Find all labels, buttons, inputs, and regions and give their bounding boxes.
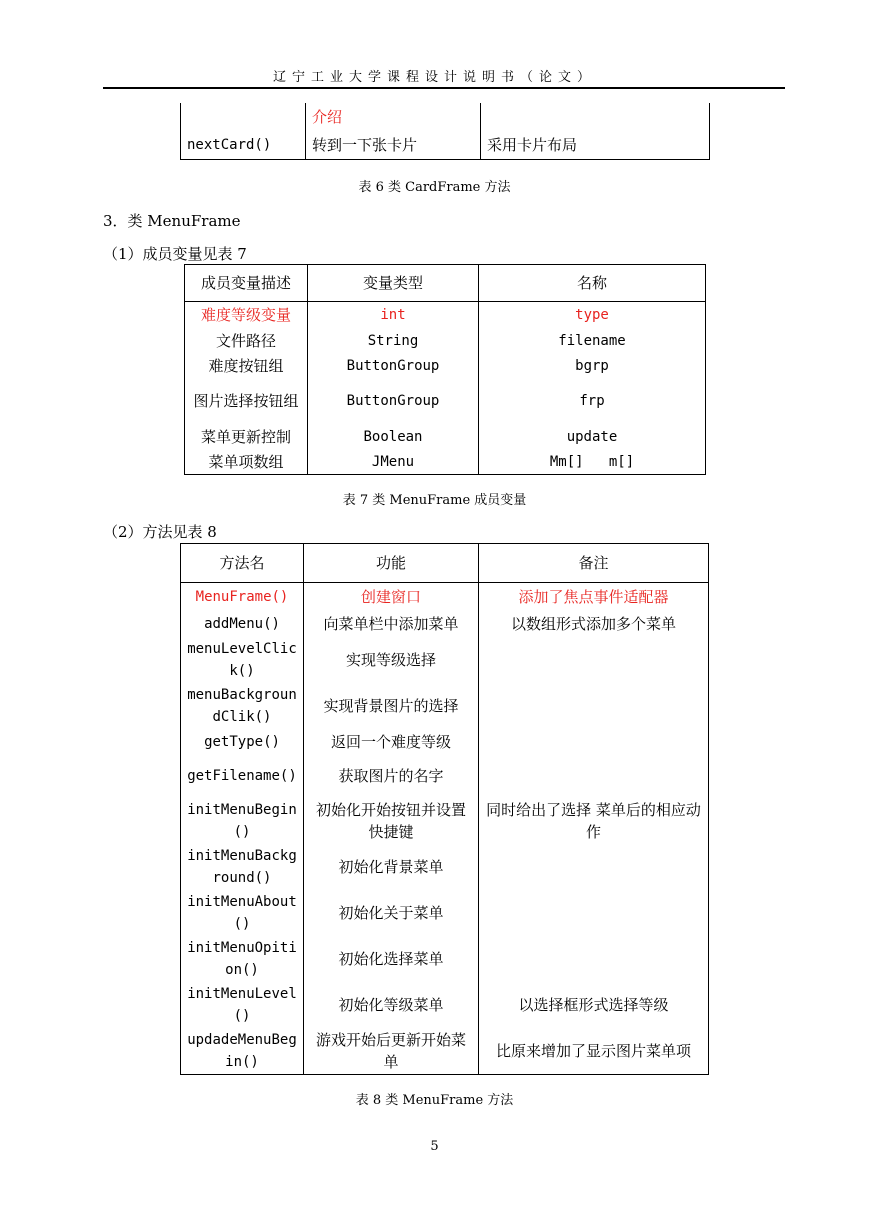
table-cell: filename xyxy=(479,328,706,353)
table-6-caption: 表 6 类 CardFrame 方法 xyxy=(358,180,511,195)
table-cell: 比原来增加了显示图片菜单项 xyxy=(479,1028,709,1075)
table-cell: 以选择框形式选择等级 xyxy=(479,982,709,1028)
table-cell: 向菜单栏中添加菜单 xyxy=(304,611,479,637)
table-cell: MenuFrame() xyxy=(181,583,304,612)
table-cell: initMenuBackground() xyxy=(181,844,304,890)
table-row xyxy=(181,982,709,1028)
table-cell: bgrp xyxy=(479,353,706,378)
table-cell: 初始化选择菜单 xyxy=(304,936,479,982)
table-7-menuframe-members xyxy=(184,264,706,475)
table-row xyxy=(181,611,709,637)
page-number: 5 xyxy=(430,1139,439,1154)
table-cell: initMenuLevel() xyxy=(181,982,304,1028)
table-row xyxy=(181,583,709,612)
table-cell: initMenuAbout() xyxy=(181,890,304,936)
table-cell: nextCard() xyxy=(181,131,306,160)
table-cell: 初始化开始按钮并设置快捷键 xyxy=(304,798,479,844)
table-row xyxy=(181,936,709,982)
table-6-cardframe-methods xyxy=(180,103,710,160)
table-cell: menuBackgroundClik() xyxy=(181,683,304,729)
table-row xyxy=(185,424,706,449)
table-cell: 难度按钮组 xyxy=(185,353,308,378)
column-header: 方法名 xyxy=(181,544,304,583)
table-cell xyxy=(479,729,709,754)
table-cell: 添加了焦点事件适配器 xyxy=(479,583,709,612)
section-3-heading: 3．类 MenuFrame xyxy=(103,212,241,230)
table-cell: 图片选择按钮组 xyxy=(185,378,308,424)
table-cell: frp xyxy=(479,378,706,424)
table-cell: initMenuBegin() xyxy=(181,798,304,844)
column-header: 成员变量描述 xyxy=(185,265,308,302)
column-header: 功能 xyxy=(304,544,479,583)
table-header-row xyxy=(181,544,709,583)
table-cell: getFilename() xyxy=(181,754,304,798)
table-row xyxy=(181,1028,709,1075)
table-cell xyxy=(479,936,709,982)
table-cell: 初始化关于菜单 xyxy=(304,890,479,936)
table-cell: 初始化等级菜单 xyxy=(304,982,479,1028)
table-cell: addMenu() xyxy=(181,611,304,637)
table-cell: 返回一个难度等级 xyxy=(304,729,479,754)
column-header: 变量类型 xyxy=(308,265,479,302)
table-cell: JMenu xyxy=(308,449,479,475)
table-row xyxy=(185,328,706,353)
table-row xyxy=(181,754,709,798)
table-cell: 以数组形式添加多个菜单 xyxy=(479,611,709,637)
table-cell: 创建窗口 xyxy=(304,583,479,612)
table-cell: initMenuOpition() xyxy=(181,936,304,982)
table-row xyxy=(181,683,709,729)
table-cell: 菜单项数组 xyxy=(185,449,308,475)
table-cell xyxy=(181,103,306,131)
table-cell: update xyxy=(479,424,706,449)
table-8-menuframe-methods xyxy=(180,543,709,1075)
table-cell: 同时给出了选择 菜单后的相应动作 xyxy=(479,798,709,844)
table-row xyxy=(185,353,706,378)
table-cell: Mm[] m[] xyxy=(479,449,706,475)
table-cell: 实现背景图片的选择 xyxy=(304,683,479,729)
table-cell xyxy=(479,683,709,729)
table-cell: 初始化背景菜单 xyxy=(304,844,479,890)
subsection-1-heading: （1）成员变量见表 7 xyxy=(103,245,247,263)
table-cell: 实现等级选择 xyxy=(304,637,479,683)
table-row xyxy=(185,302,706,329)
table-cell: 菜单更新控制 xyxy=(185,424,308,449)
table-row xyxy=(181,844,709,890)
table-cell: 采用卡片布局 xyxy=(481,131,710,160)
table-cell: ButtonGroup xyxy=(308,378,479,424)
table-cell: 转到一下张卡片 xyxy=(306,131,481,160)
table-7-caption: 表 7 类 MenuFrame 成员变量 xyxy=(342,493,527,508)
table-cell: type xyxy=(479,302,706,329)
header-rule xyxy=(103,87,785,89)
table-cell: 介绍 xyxy=(306,103,481,131)
table-row xyxy=(185,449,706,475)
table-header-row xyxy=(185,265,706,302)
table-cell: 获取图片的名字 xyxy=(304,754,479,798)
table-cell xyxy=(479,637,709,683)
table-row xyxy=(181,890,709,936)
table-row xyxy=(181,729,709,754)
table-row xyxy=(181,637,709,683)
table-cell: int xyxy=(308,302,479,329)
column-header: 名称 xyxy=(479,265,706,302)
table-8-caption: 表 8 类 MenuFrame 方法 xyxy=(355,1093,514,1108)
subsection-2-heading: （2）方法见表 8 xyxy=(103,523,217,541)
table-cell xyxy=(481,103,710,131)
table-cell: 游戏开始后更新开始菜单 xyxy=(304,1028,479,1075)
column-header: 备注 xyxy=(479,544,709,583)
table-cell: getType() xyxy=(181,729,304,754)
document-header: 辽宁工业大学课程设计说明书（论文） xyxy=(272,70,596,85)
table-row xyxy=(181,103,710,131)
table-row xyxy=(185,378,706,424)
table-cell xyxy=(479,890,709,936)
table-row xyxy=(181,798,709,844)
table-cell: ButtonGroup xyxy=(308,353,479,378)
table-cell: String xyxy=(308,328,479,353)
table-cell: menuLevelClick() xyxy=(181,637,304,683)
table-cell: 难度等级变量 xyxy=(185,302,308,329)
table-cell: updadeMenuBegin() xyxy=(181,1028,304,1075)
table-cell xyxy=(479,844,709,890)
table-cell xyxy=(479,754,709,798)
table-cell: 文件路径 xyxy=(185,328,308,353)
table-cell: Boolean xyxy=(308,424,479,449)
table-row xyxy=(181,131,710,160)
